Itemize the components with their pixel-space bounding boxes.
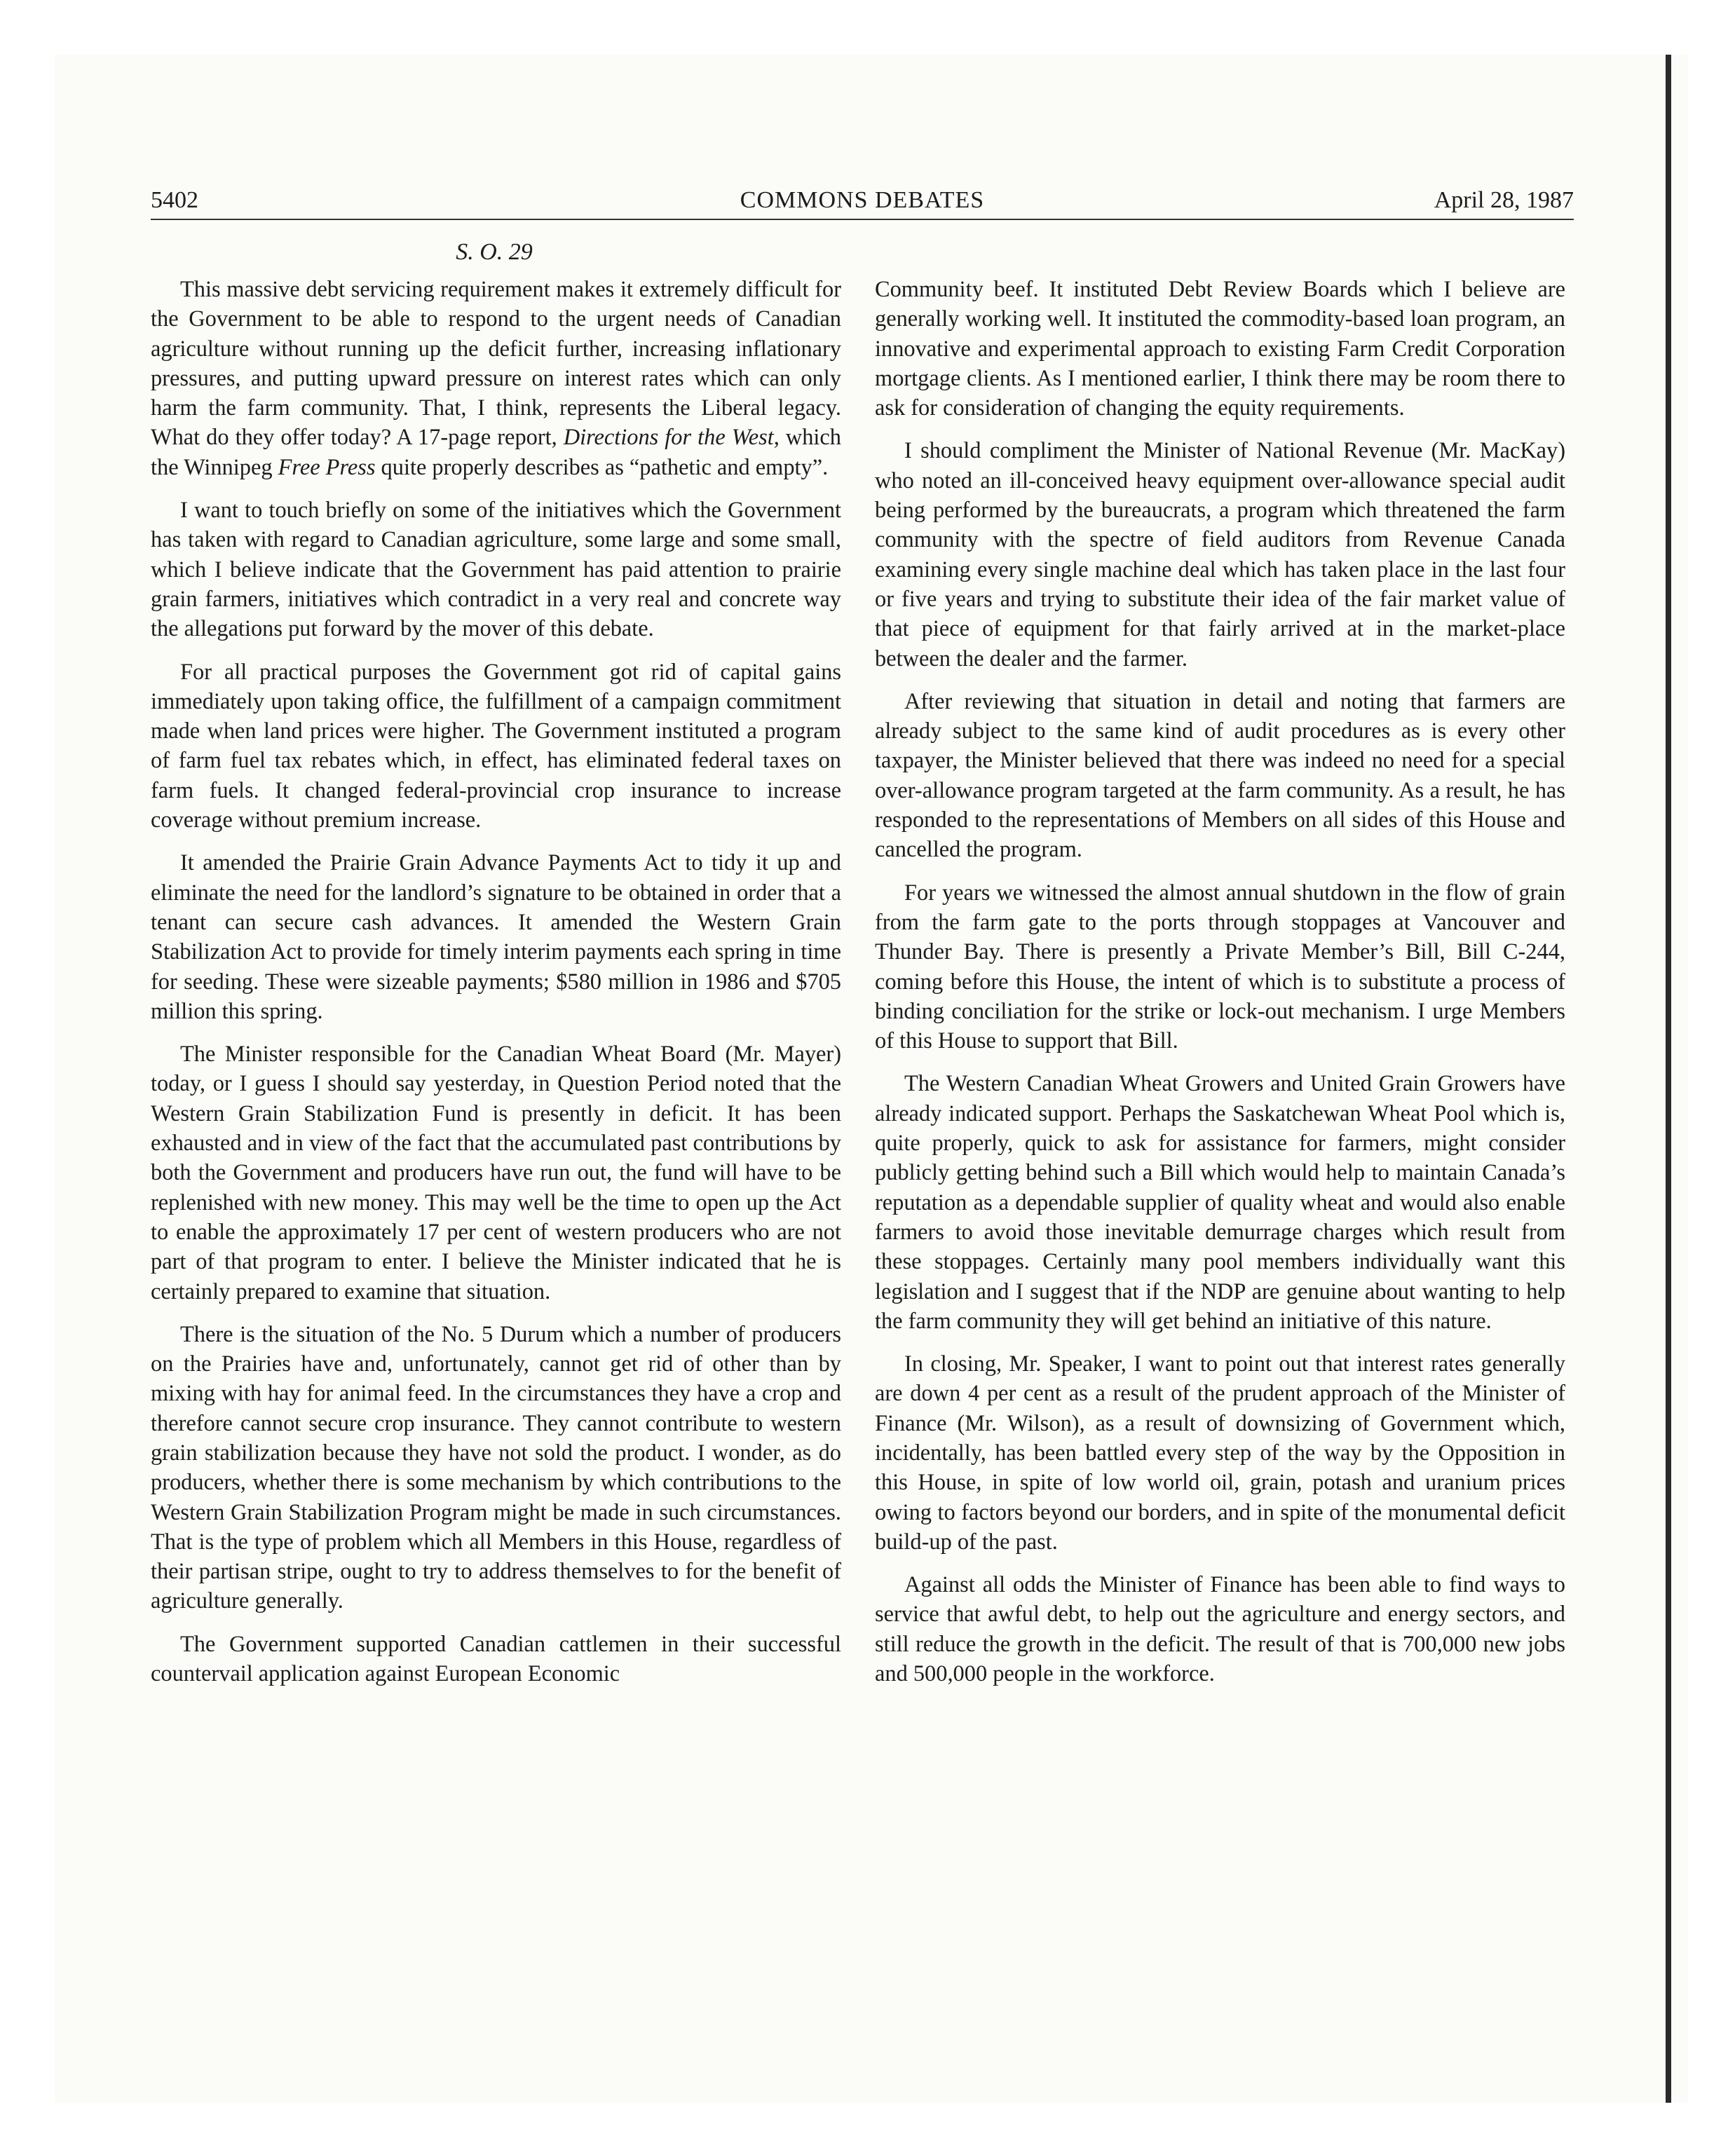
page-header xyxy=(151,184,1574,217)
paragraph: After reviewing that situation in detail and noting that farmers are already subject to the same kind of audit procedures as is every other taxpayer, the Minister believed that there was indeed no need for a special over-allowance program targeted at the farm community. As a result, he has responded to the representations of Members on all sides of this House and cancelled the program. xyxy=(875,688,1565,863)
paragraph: There is the situation of the No. 5 Durum which a number of producers on the Prairies have and, unfortunately, cannot get rid of other than by mixing with hay for animal feed. In the circumstances they have a crop and therefore cannot secure crop insurance. They cannot contribute to western grain stabilization because they have not sold the product. I wonder, as do producers, whether there is some mechanism by which contributions to the Western Grain Stabilization Program might be made in such circumstances. That is the type of problem which all Members in this House, regardless of their partisan stripe, ought to try to address themselves to for the benefit of agriculture generally. xyxy=(151,1321,841,1614)
paragraph: The Minister responsible for the Canadian Wheat Board (Mr. Mayer) today, or I guess I should say yesterday, in Question Period noted that the Western Grain Stabilization Fund is presently in deficit. It has been exhausted and in view of the fact that the accumulated past contributions by both the Government and producers have run out, the fund will have to be replenished with new money. This may well be the time to open up the Act to enable the approximately 17 per cent of western producers who are not part of that program to enter. I believe the Minister indicated that he is certainly prepared to examine that situation. xyxy=(151,1042,841,1304)
report-title: Directions for the West xyxy=(563,425,774,451)
paragraph: Against all odds the Minister of Finance has been able to find ways to service that awful debt, to help out the agriculture and energy sectors, and still reduce the growth in the deficit. The result of that is 700,000 new jobs and 500,000 people in the workforce. xyxy=(875,1572,1565,1687)
header-rule xyxy=(151,219,1574,220)
publication-title: COMMONS DEBATES xyxy=(740,187,985,213)
section-label: S. O. 29 xyxy=(456,239,533,265)
paragraph: It amended the Prairie Grain Advance Payments Act to tidy it up and eliminate the need for the landlord’s signature to be obtained in order that a tenant can secure cash advances. It amended the Western Grain Stabilization Act to provide for timely interim payments each spring in time for seeding. These were sizeable payments; $580 million in 1986 and $705 million this spring. xyxy=(151,850,841,1024)
paragraph: For all practical purposes the Government got rid of capital gains immediately upon taking office, the fulfillment of a campaign commitment made when land prices were higher. The Government instituted a program of farm fuel tax rebates which, in effect, has eliminated federal taxes on farm fuels. It changed federal-provincial crop insurance to increase coverage without premium increase. xyxy=(151,659,841,833)
paragraph: Community beef. It instituted Debt Review Boards which I believe are generally working well. It instituted the commodity-based loan program, an innovative and experimental approach to existing Farm Credit Corporation mortgage clients. As I mentioned earlier, I think there may be room there to ask for consideration of changing the equity requirements. xyxy=(875,277,1565,421)
paragraph: The Government supported Canadian cattlemen in their successful countervail application against European Economic xyxy=(151,1631,841,1687)
page-number: 5402 xyxy=(151,187,198,213)
newspaper-name: Free Press xyxy=(278,454,376,480)
paragraph: I should compliment the Minister of National Revenue (Mr. MacKay) who noted an ill-conceived heavy equipment over-allowance special audit being performed by the bureaucrats, a program which threatened the farm community with the spectre of field auditors from Revenue Canada examining every single machine deal which has taken place in the last four or five years and trying to substitute their idea of the fair market value of that piece of equipment for that fairly arrived at in the market-place between the dealer and the farmer. xyxy=(875,438,1565,671)
header-date: April 28, 1987 xyxy=(1434,187,1574,213)
paragraph: The Western Canadian Wheat Growers and United Grain Growers have already indicated support. Perhaps the Saskatchewan Wheat Pool which is, quite properly, quick to ask for assistance for farmers, might consider publicly getting behind such a Bill which would help to maintain Canada’s reputation as a dependable supplier of quality wheat and would also enable farmers to avoid those inevitable demurrage charges which result from these stoppages. Certainly many pool members individually want this legislation and I suggest that if the NDP are genuine about wanting to help the farm community they will get behind an initiative of this nature. xyxy=(875,1071,1565,1334)
right-column xyxy=(875,275,1565,1702)
binding-edge xyxy=(1666,55,1671,2103)
paragraph: This massive debt servicing requirement makes it extremely difficult for the Government to be able to respond to the urgent needs of Canadian agriculture without running up the deficit further, increasing inflationary pressures, and putting upward pressure on interest rates which can only harm the farm community. That, I think, represents the Liberal legacy. What do they offer today? A 17-page report, Directions for the West, which the Winnipeg Free Press quite properly describes as “pathetic and empty”. xyxy=(151,277,841,480)
paragraph: I want to touch briefly on some of the initiatives which the Government has taken with regard to Canadian agriculture, some large and some small, which I believe indicate that the Government has paid attention to prairie grain farmers, initiatives which contradict in a very real and concrete way the allegations put forward by the mover of this debate. xyxy=(151,498,841,642)
paragraph: For years we witnessed the almost annual shutdown in the flow of grain from the farm gate to the ports through stoppages at Vancouver and Thunder Bay. There is presently a Private Member’s Bill, Bill C-244, coming before this House, the intent of which is to substitute a process of binding conciliation for the strike or lock-out mechanism. I urge Members of this House to support that Bill. xyxy=(875,880,1565,1054)
paragraph: In closing, Mr. Speaker, I want to point out that interest rates generally are down 4 per cent as a result of the prudent approach of the Minister of Finance (Mr. Wilson), as a result of downsizing of Government which, incidentally, has been battled every step of the way by the Opposition in this House, in spite of low world oil, grain, potash and uranium prices owing to factors beyond our borders, and in spite of the monumental deficit build-up of the past. xyxy=(875,1351,1565,1555)
left-column xyxy=(151,275,841,1688)
